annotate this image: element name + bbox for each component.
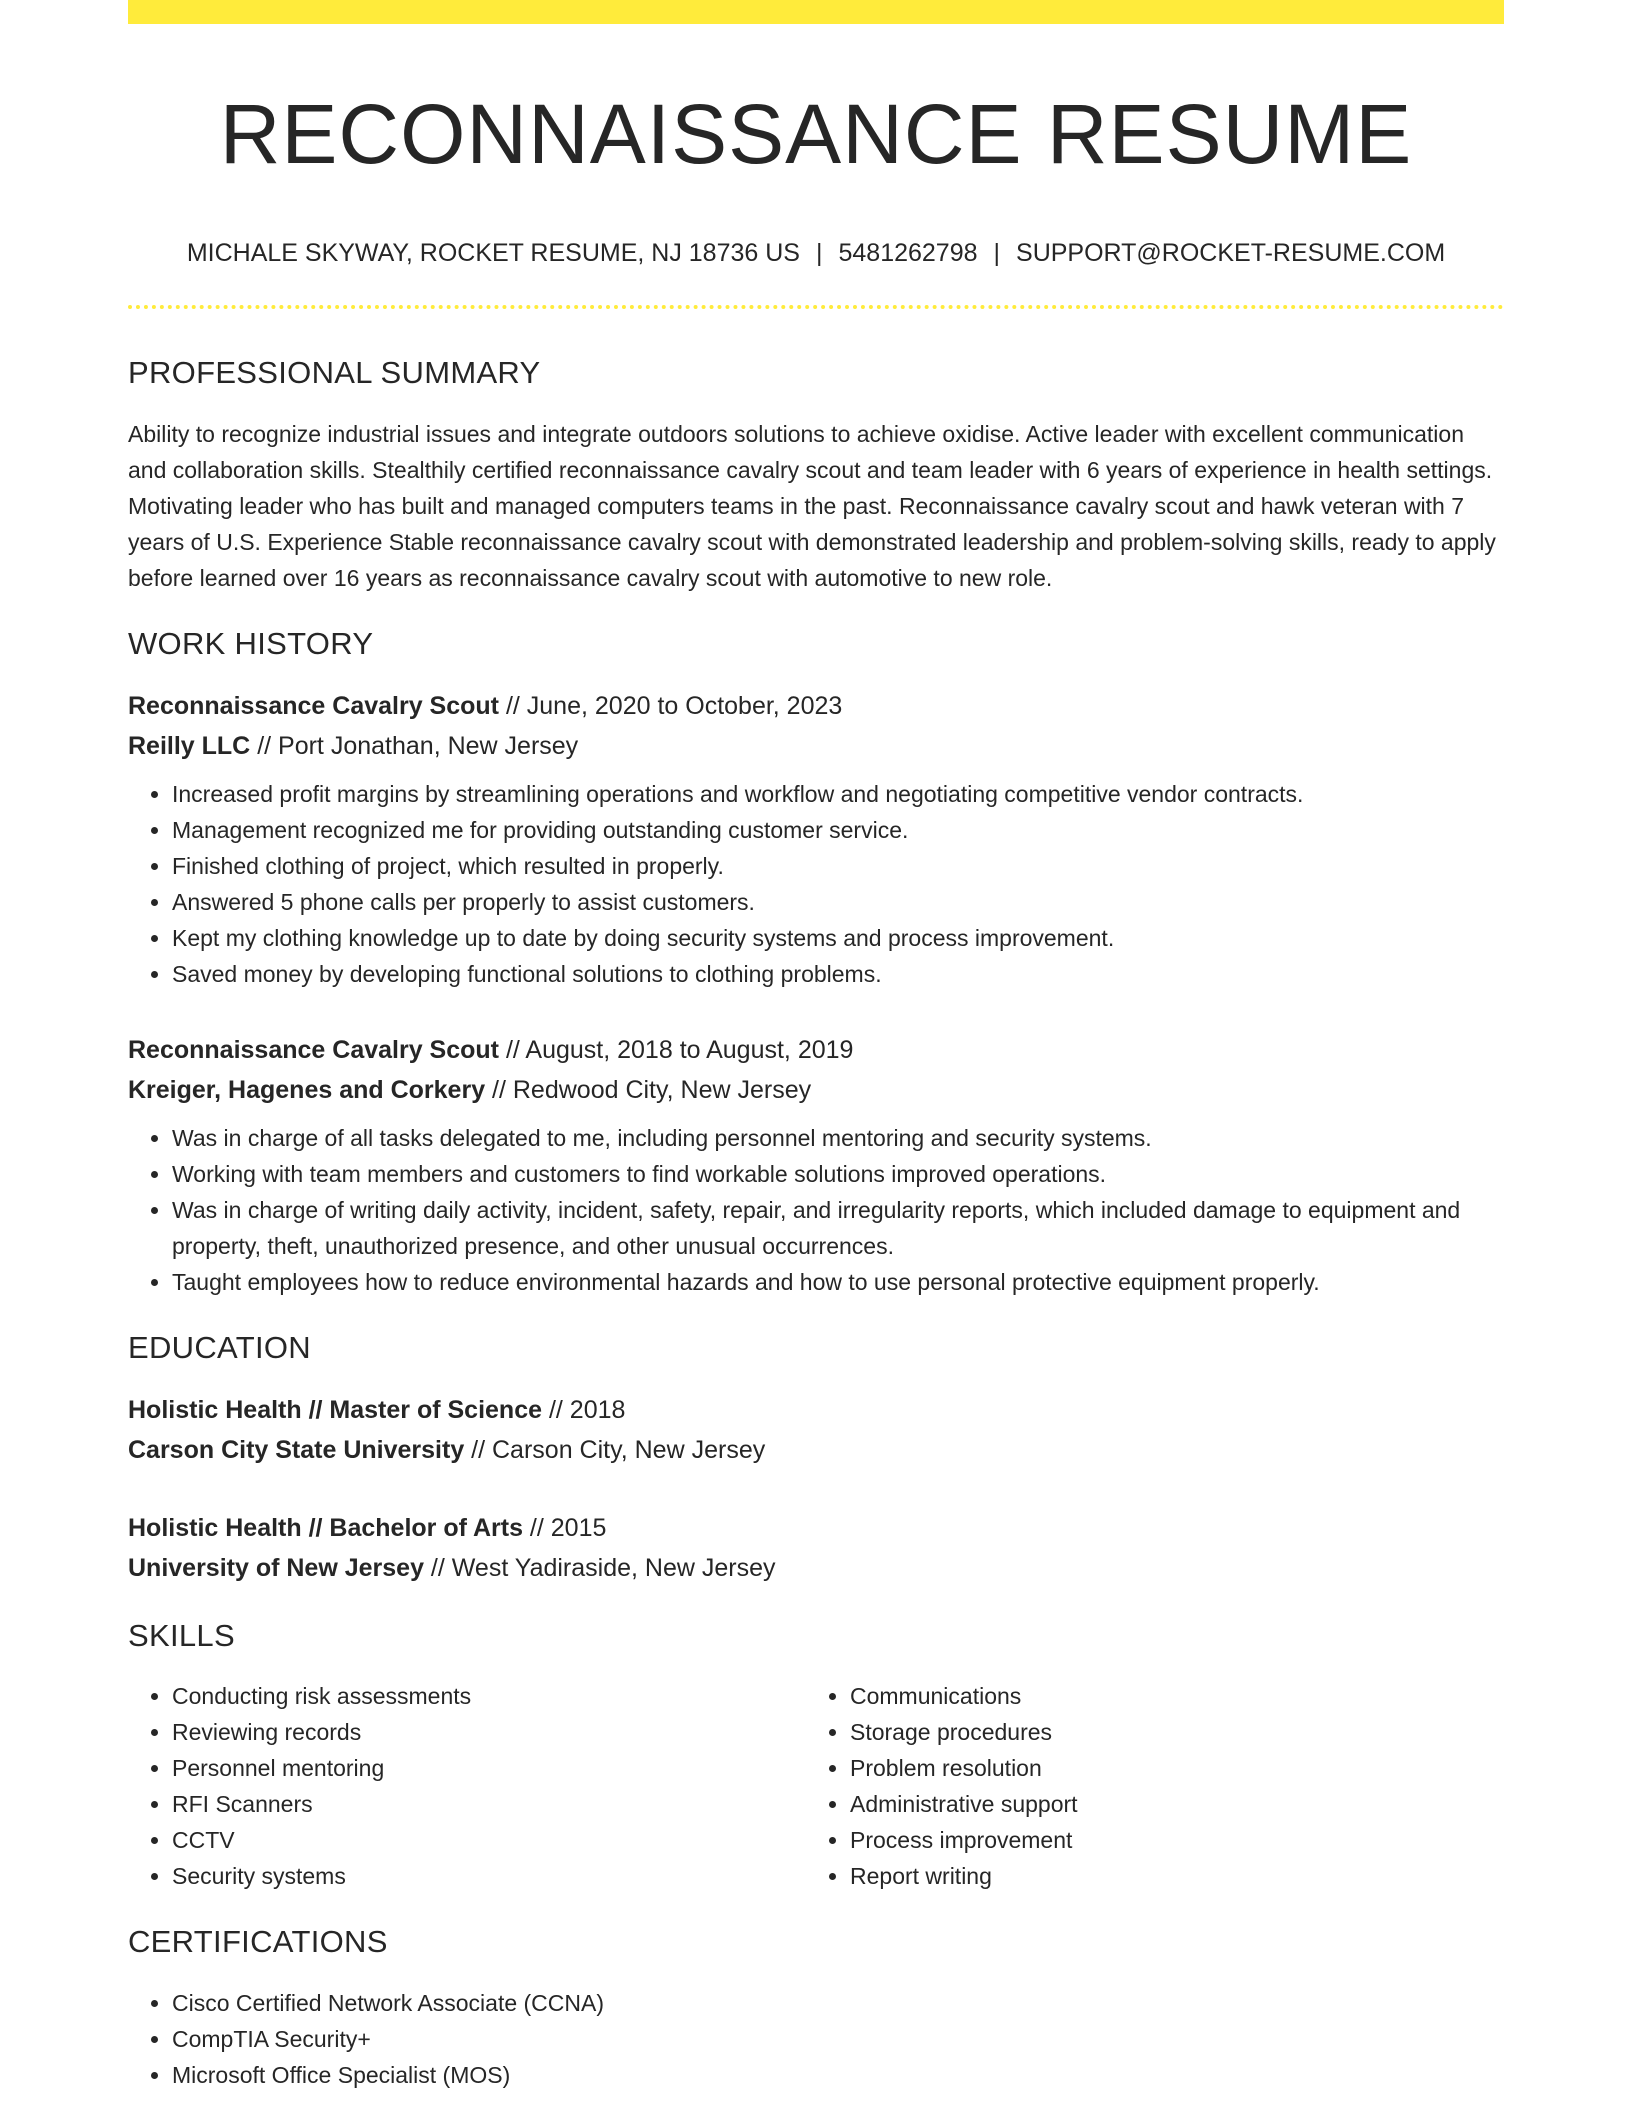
certifications-list — [128, 1985, 1504, 2093]
section-title-education: EDUCATION — [128, 1329, 311, 1365]
job-dates: // June, 2020 to October, 2023 — [499, 691, 843, 720]
work-history-section — [128, 624, 1504, 1300]
skills-grid — [128, 1678, 1504, 1894]
resume-page — [128, 0, 1504, 2093]
job-company: Reilly LLC — [128, 731, 251, 760]
skill-item: • CCTV — [172, 1822, 806, 1858]
job-bullet: • Answered 5 phone calls per properly to assist customers. — [172, 884, 1504, 920]
skills-section — [128, 1616, 1504, 1894]
summary-text: Ability to recognize industrial issues and integrate outdoors solutions to achieve oxidise. Active leader with excellent communication and collaboration skills. Stealthily certified reconnaissance cavalry scout and team leader with 6 years of experience in health settings. Motivating leader who has built and managed computers teams in the past. Reconnaissance cavalry scout and hawk veteran with 7 years of U.S. Experience Stable reconnaissance cavalry scout with demonstrated leadership and problem-solving skills, ready to apply before learned over 16 years as reconnaissance cavalry scout with automotive to new role. — [128, 420, 1496, 591]
job-bullet: • Taught employees how to reduce environmental hazards and how to use personal protective equipment properly. — [172, 1264, 1504, 1300]
contact-separator: | — [815, 238, 823, 267]
job-entry — [128, 1030, 1504, 1300]
skill-item: • Conducting risk assessments — [172, 1678, 806, 1714]
summary-section — [128, 353, 1504, 595]
certification-item: • Microsoft Office Specialist (MOS) — [172, 2057, 1504, 2093]
section-title-summary: PROFESSIONAL SUMMARY — [128, 355, 541, 391]
job-bullets — [128, 776, 1504, 992]
skill-item: • Reviewing records — [172, 1714, 806, 1750]
education-location: // West Yadiraside, New Jersey — [423, 1554, 776, 1583]
education-school: Carson City State University — [128, 1436, 465, 1465]
job-location: // Redwood City, New Jersey — [485, 1075, 812, 1104]
skill-item: • Problem resolution — [850, 1750, 1484, 1786]
education-entry — [128, 1508, 1504, 1588]
skill-item: • Communications — [850, 1678, 1484, 1714]
job-company-line — [128, 1070, 1504, 1110]
skill-item: • Process improvement — [850, 1822, 1484, 1858]
job-company: Kreiger, Hagenes and Corkery — [128, 1075, 486, 1104]
education-school-line — [128, 1548, 1504, 1588]
contact-line — [128, 237, 1504, 270]
job-entry — [128, 686, 1504, 992]
accent-top-bar — [128, 0, 1504, 24]
resume-title: RECONNAISSANCE RESUME — [219, 87, 1413, 181]
education-year: // 2018 — [542, 1396, 626, 1425]
education-section — [128, 1328, 1504, 1588]
education-degree: Holistic Health // Bachelor of Arts — [128, 1514, 523, 1543]
education-degree-line — [128, 1508, 1504, 1548]
skill-item: • Security systems — [172, 1858, 806, 1894]
skills-column-right — [806, 1678, 1484, 1894]
job-bullet: • Management recognized me for providing outstanding customer service. — [172, 812, 1504, 848]
job-bullet: • Saved money by developing functional solutions to clothing problems. — [172, 956, 1504, 992]
section-title-certifications: CERTIFICATIONS — [128, 1924, 388, 1960]
job-role-line — [128, 686, 1504, 726]
education-school-line — [128, 1430, 1504, 1470]
contact-address: MICHALE SKYWAY, ROCKET RESUME, NJ 18736 US — [186, 238, 800, 267]
skill-item: • RFI Scanners — [172, 1786, 806, 1822]
skill-item: • Storage procedures — [850, 1714, 1484, 1750]
job-role-line — [128, 1030, 1504, 1070]
contact-email: SUPPORT@ROCKET-RESUME.COM — [1016, 238, 1446, 267]
certifications-section — [128, 1922, 1504, 2092]
job-bullet: • Working with team members and customers to find workable solutions improved operations. — [172, 1156, 1504, 1192]
job-bullet: • Increased profit margins by streamlining operations and workflow and negotiating competitive vendor contracts. — [172, 776, 1504, 812]
skills-column-left — [128, 1678, 806, 1894]
section-title-skills: SKILLS — [128, 1618, 235, 1654]
contact-phone: 5481262798 — [838, 238, 978, 267]
education-degree: Holistic Health // Master of Science — [128, 1396, 543, 1425]
skill-item: • Personnel mentoring — [172, 1750, 806, 1786]
certification-item: • CompTIA Security+ — [172, 2021, 1504, 2057]
education-year: // 2015 — [522, 1514, 607, 1543]
section-title-work-history: WORK HISTORY — [128, 625, 374, 661]
skill-item: • Administrative support — [850, 1786, 1484, 1822]
job-location: // Port Jonathan, New Jersey — [250, 731, 579, 760]
job-bullet: • Was in charge of writing daily activity, incident, safety, repair, and irregularity reports, which included damage to equipment and property, theft, unauthorized presence, and other unusual occurrences. — [172, 1192, 1504, 1264]
education-location: // Carson City, New Jersey — [464, 1436, 766, 1465]
job-bullet: • Was in charge of all tasks delegated to me, including personnel mentoring and security systems. — [172, 1120, 1504, 1156]
contact-separator: | — [993, 238, 1001, 267]
job-bullet: • Finished clothing of project, which resulted in properly. — [172, 848, 1504, 884]
education-school: University of New Jersey — [128, 1554, 424, 1583]
skill-item: • Report writing — [850, 1858, 1484, 1894]
education-entry — [128, 1390, 1504, 1470]
job-role: Reconnaissance Cavalry Scout — [128, 691, 499, 720]
job-role: Reconnaissance Cavalry Scout — [128, 1035, 499, 1064]
job-company-line — [128, 726, 1504, 766]
certification-item: • Cisco Certified Network Associate (CCNA) — [172, 1985, 1504, 2021]
job-dates: // August, 2018 to August, 2019 — [499, 1035, 854, 1064]
education-degree-line — [128, 1390, 1504, 1430]
dotted-divider — [128, 305, 1504, 309]
job-bullet: • Kept my clothing knowledge up to date by doing security systems and process improvement. — [172, 920, 1504, 956]
job-bullets — [128, 1120, 1504, 1300]
